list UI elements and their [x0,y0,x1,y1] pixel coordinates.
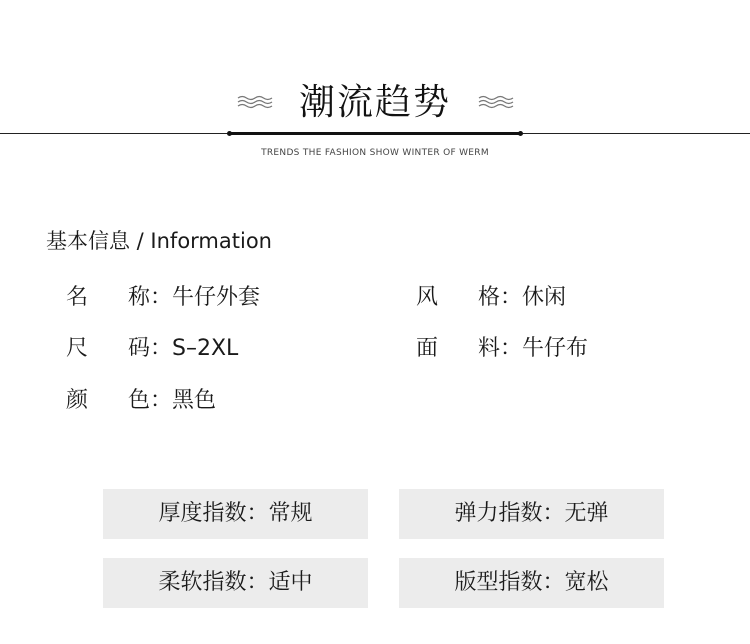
header-divider-accent [230,132,521,135]
wave-lines-icon [478,94,514,110]
spec-value: 黑色 [172,388,217,413]
divider-dot [518,131,523,136]
spec-colon: ： [500,336,523,361]
spec-label: 颜色 [66,388,150,413]
page-title: 潮流趋势 [298,82,451,123]
spec-value: 牛仔外套 [172,285,261,310]
section-heading: 基本信息 / Information [46,229,272,253]
page-subtitle: TRENDS THE FASHION SHOW WINTER OF WERM [261,148,489,158]
spec-row-size [66,334,238,364]
index-tag-elasticity: 弹力指数：无弹 [399,489,664,539]
spec-label: 名称 [66,285,150,310]
spec-colon: ： [150,285,173,310]
spec-label: 面料 [416,336,500,361]
spec-label: 风格 [416,285,500,310]
spec-colon: ： [150,336,173,361]
spec-value: 牛仔布 [522,336,589,361]
spec-row-name [66,283,260,313]
spec-label: 尺码 [66,336,150,361]
spec-colon: ： [500,285,523,310]
index-tag-fit: 版型指数：宽松 [399,558,664,608]
spec-colon: ： [150,388,173,413]
spec-value: 休闲 [522,285,567,310]
spec-row-style [416,283,566,313]
spec-row-fabric [416,334,588,364]
spec-row-color [66,386,216,416]
index-tag-softness: 柔软指数：适中 [103,558,368,608]
spec-value: S–2XL [172,336,239,361]
divider-dot [227,131,232,136]
index-tag-thickness: 厚度指数：常规 [103,489,368,539]
